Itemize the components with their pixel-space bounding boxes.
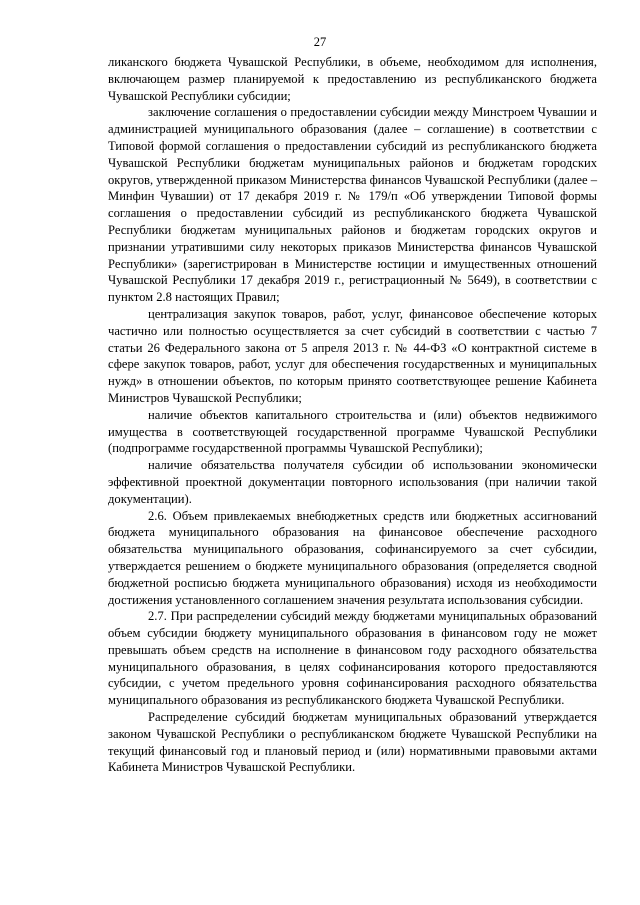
- paragraph-centralized-procurement: централизация закупок товаров, работ, услуг, финансовое обеспечение которых частично или полностью осуществляется за счет субсидий в соответствии с частью 7 статьи 26 Федерального закона от 5 апреля 2013 г. № 44-ФЗ «О контрактной системе в сфере закупок товаров, работ, услуг для обеспечения государственных и муниципальных нужд» в отношении объектов, по которым принято соответствующее решение Кабинета Министров Чувашской Республики;: [108, 306, 597, 405]
- document-body: [108, 54, 597, 776]
- paragraph-continuation: ликанского бюджета Чувашской Республики, в объеме, необходимом для исполнения, включающем размер планируемой к предоставлению из республиканского бюджета Чувашской Республики субсидии;: [108, 55, 597, 103]
- paragraph-design-documentation: наличие обязательства получателя субсидии об использовании экономически эффективной проектной документации повторного использования (при наличии такой документации).: [108, 458, 597, 506]
- page-number: 27: [313, 35, 327, 49]
- paragraph-2-6: 2.6. Объем привлекаемых внебюджетных средств или бюджетных ассигнований бюджета муниципального образования на финансовое обеспечение расходного обязательства муниципального образования, софинансируемого за счет субсидии, утверждается решением о бюджете муниципального образования (определяется сводной бюджетной росписью бюджета муниципального образования) исходя из необходимости достижения установленного соглашением значения результата использования субсидии.: [108, 508, 597, 607]
- paragraph-capital-objects: наличие объектов капитального строительства и (или) объектов недвижимого имущества в соответствующей государственной программе Чувашской Республики (подпрограмме государственной программы Чувашской Республики);: [108, 407, 597, 456]
- paragraph-2-7: 2.7. При распределении субсидий между бюджетами муниципальных образований объем субсидии бюджету муниципального образования в финансовом году не может превышать объем средств на исполнение в финансовом году расходного обязательства муниципального образования, в целях софинансирования которого предоставляются субсидии, с учетом предельного уровня софинансирования расходного обязательства муниципального образования из республиканского бюджета Чувашской Республики.: [108, 609, 597, 708]
- paragraph-agreement: заключение соглашения о предоставлении субсидии между Минстроем Чувашии и администрацией муниципального образования (далее – соглашение) в соответствии с Типовой формой соглашения о предоставлении субсидий из республиканского бюджета Чувашской Республики бюджетам муниципальных районов и бюджетам городских округов, утвержденной приказом Министерства финансов Чувашской Республики (далее – Минфин Чувашии) от 17 декабря 2019 г. № 179/п «Об утверждении Типовой формы соглашения о предоставлении субсидий из республиканского бюджета Чувашской Республики бюджетам муниципальных районов и бюджетам городских округов и признании утратившими силу некоторых приказов Министерства финансов Чувашской Республики» (зарегистрирован в Министерстве юстиции и имущественных отношений Чувашской Республики 17 декабря 2019 г., регистрационный № 5649), в соответствии с пунктом 2.8 настоящих Правил;: [108, 105, 597, 305]
- paragraph-distribution: Распределение субсидий бюджетам муниципальных образований утверждается законом Чувашской Республики о республиканском бюджете Чувашской Республики на текущий финансовый год и плановый период и (или) нормативными правовыми актами Кабинета Министров Чувашской Республики.: [108, 710, 597, 775]
